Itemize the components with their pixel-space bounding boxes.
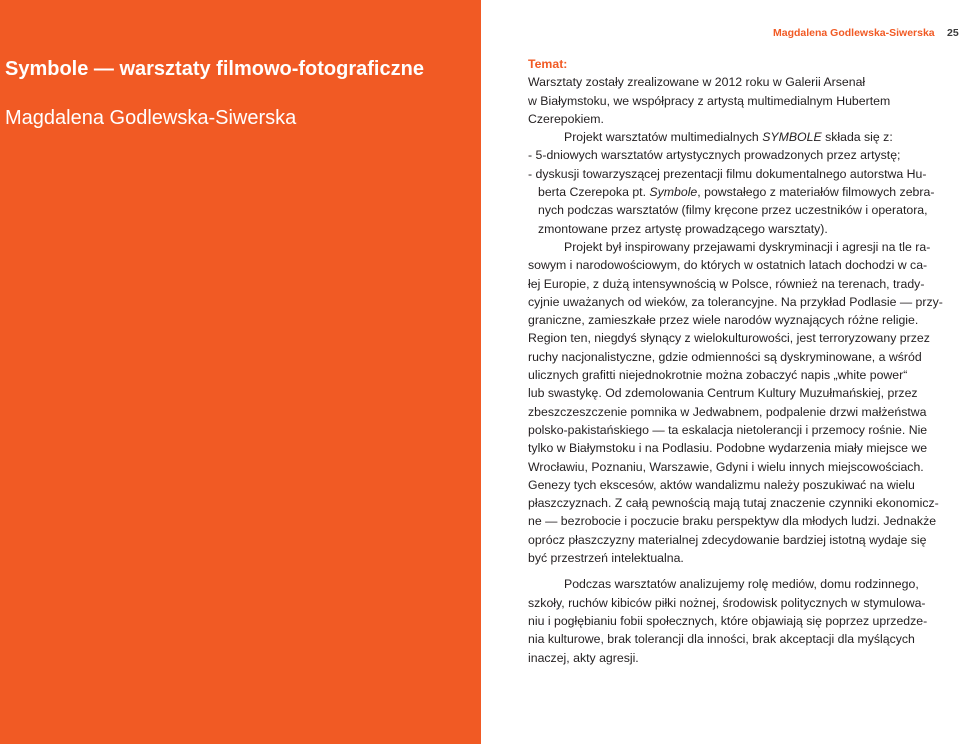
paragraph-line: cyjnie uważanych od wieków, za tolerancyjne. Na przykład Podlasie — przy-	[528, 294, 943, 309]
paragraph-line: inaczej, akty agresji.	[528, 650, 639, 665]
paragraph-line: Projekt był inspirowany przejawami dyskryminacji i agresji na tle ra-	[564, 239, 931, 254]
page-number: 25	[947, 27, 959, 39]
paragraph-line: w Białymstoku, we współpracy z artystą multimedialnym Hubertem	[528, 93, 891, 108]
paragraph-line: Wrocławiu, Poznaniu, Warszawie, Gdyni i wielu innych miejscowościach.	[528, 459, 924, 474]
paragraph-line: Warsztaty zostały zrealizowane w 2012 roku w Galerii Arsenał	[528, 75, 866, 90]
paragraph-line: lub swastykę. Od zdemolowania Centrum Kultury Muzułmańskiej, przez	[528, 386, 918, 401]
article-body	[528, 55, 960, 667]
paragraph-line: ruchy nacjonalistyczne, gdzie odmienności są dyskryminowane, a wśród	[528, 349, 922, 364]
paragraph-line: łej Europie, z dużą intensywnością w Polsce, również na terenach, trady-	[528, 276, 925, 291]
text-span: składa się z:	[821, 130, 893, 145]
list-item-continuation: nych podczas warsztatów (filmy kręcone przez uczestników i operatora,	[538, 203, 928, 218]
paragraph-line: Podczas warsztatów analizujemy rolę mediów, domu rodzinnego,	[564, 577, 919, 592]
paragraph-line: niu i pogłębianiu fobii społecznych, które objawiają się poprzez uprzedze-	[528, 613, 928, 628]
paragraph-line: graniczne, zamieszkałe przez wiele narodów wyznających różne religie.	[528, 313, 919, 328]
paragraph-line: ne — bezrobocie i poczucie braku perspektyw dla młodych ludzi. Jednakże	[528, 514, 937, 529]
list-item: - dyskusji towarzyszącej prezentacji filmu dokumentalnego autorstwa Hu-	[528, 166, 927, 181]
chapter-title: Symbole — warsztaty filmowo-fotograficzne	[5, 58, 424, 80]
section-heading: Temat:	[528, 57, 568, 71]
paragraph-line: być przestrzeń intelektualna.	[528, 551, 684, 566]
paragraph-line: nia kulturowe, brak tolerancji dla inności, brak akceptacji dla myślących	[528, 632, 915, 647]
paragraph-gap	[528, 567, 960, 575]
paragraph-line: tylko w Białymstoku i na Podlasiu. Podobne wydarzenia miały miejsce we	[528, 441, 928, 456]
paragraph-line: szkoły, ruchów kibiców piłki nożnej, środowisk politycznych w stymulowa-	[528, 595, 926, 610]
paragraph-line: sowym i narodowościowym, do których w ostatnich latach dochodzi w ca-	[528, 258, 928, 273]
text-span: berta Czerepoka pt.	[538, 185, 650, 200]
film-title: Symbole	[649, 185, 698, 200]
paragraph-line: Czerepokiem.	[528, 111, 604, 126]
text-span: , powstałego z materiałów filmowych zebra-	[697, 185, 935, 200]
paragraph-line: Region ten, niegdyś słynący z wielokulturowości, jest terroryzowany przez	[528, 331, 930, 346]
running-header-author: Magdalena Godlewska-Siwerska	[773, 27, 935, 39]
list-item-continuation: zmontowane przez artystę prowadzącego warsztaty).	[538, 221, 828, 236]
paragraph-line: zbeszczeszczenie pomnika w Jedwabnem, podpalenie drzwi małżeństwa	[528, 404, 927, 419]
paragraph-line: oprócz płaszczyzny materialnej zdecydowanie bardziej istotną wydaje się	[528, 532, 927, 547]
text-span: Projekt warsztatów multimedialnych	[564, 130, 763, 145]
project-name: SYMBOLE	[762, 130, 822, 145]
paragraph-line	[528, 128, 960, 146]
paragraph-line: Genezy tych ekscesów, aktów wandalizmu należy poszukiwać na wielu	[528, 477, 915, 492]
chapter-author: Magdalena Godlewska-Siwerska	[5, 107, 297, 129]
list-item-continuation	[528, 183, 960, 201]
list-item: - 5-dniowych warsztatów artystycznych prowadzonych przez artystę;	[528, 148, 901, 163]
paragraph-line: ulicznych grafitti niejednokrotnie można zobaczyć napis „white power“	[528, 368, 908, 383]
paragraph-line: płaszczyznach. Z całą pewnością mają tutaj znaczenie czynniki ekonomicz-	[528, 496, 939, 511]
paragraph-line: polsko-pakistańskiego — ta eskalacja nietolerancji i przemocy rośnie. Nie	[528, 422, 928, 437]
